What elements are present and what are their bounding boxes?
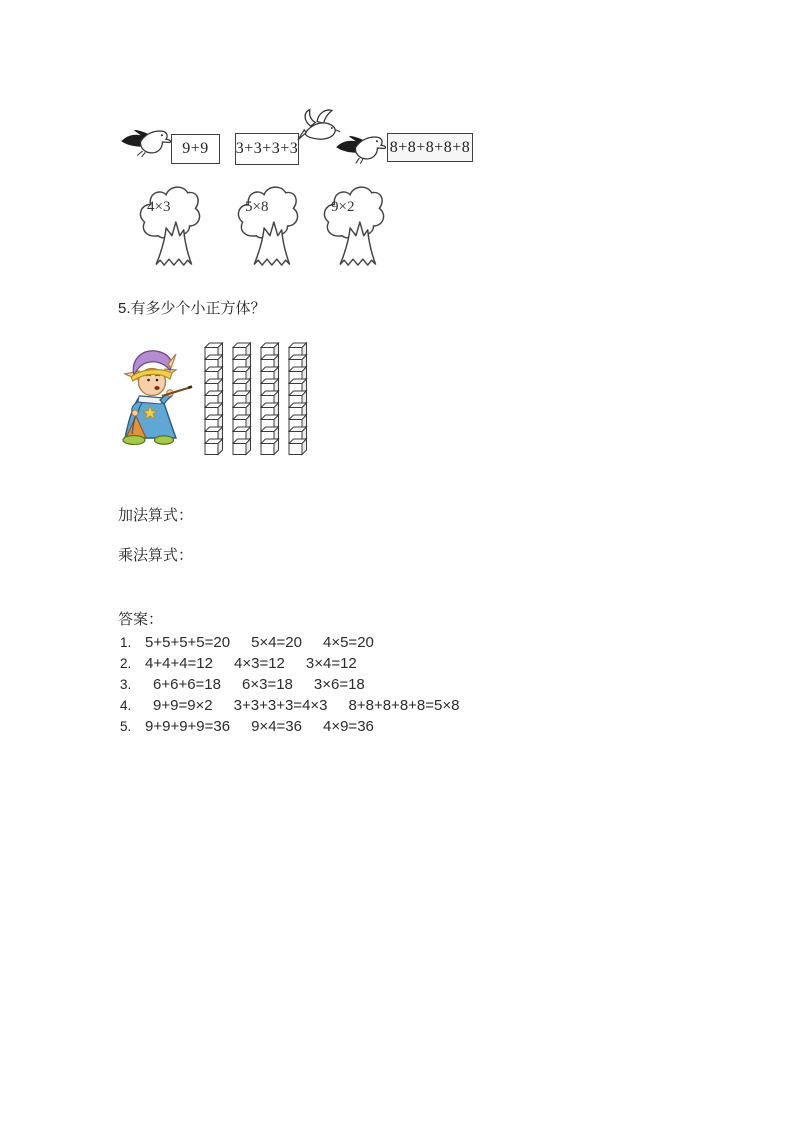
cube-stack <box>288 342 308 456</box>
answer-part: 9+9+9+9=36 <box>145 718 231 735</box>
expression-text: 9+9 <box>182 140 209 157</box>
answer-number: 4. <box>120 698 132 713</box>
answer-number: 5. <box>120 719 132 734</box>
cube-stack <box>232 342 252 456</box>
answer-part: 4×3=12 <box>234 655 285 672</box>
answer-number: 3. <box>120 677 132 692</box>
elf-character-illustration <box>112 346 194 451</box>
answer-part: 3×4=12 <box>305 655 357 672</box>
tree-icon-1 <box>136 181 204 267</box>
answer-part: 6×3=18 <box>242 676 293 693</box>
tree-icon-2 <box>234 181 302 267</box>
tree-expression: 5×8 <box>245 199 269 215</box>
answer-row-2 <box>120 656 459 672</box>
answers-label: 答案： <box>118 611 164 628</box>
tree-expression: 4×3 <box>147 199 171 215</box>
cube-stack <box>260 342 280 456</box>
answer-part: 4×9=36 <box>322 718 374 735</box>
cube-stacks <box>204 342 308 456</box>
answer-row-3 <box>120 677 459 693</box>
answer-part: 9+9=9×2 <box>153 697 213 714</box>
answers-list <box>120 635 459 735</box>
expression-box-1 <box>171 134 220 164</box>
answer-number: 2. <box>120 656 132 671</box>
addition-formula-label: 加法算式： <box>118 507 194 524</box>
expression-box-3 <box>387 133 473 162</box>
multiplication-formula-label: 乘法算式： <box>118 547 194 564</box>
answer-part: 8+8+8+8+8=5×8 <box>348 697 460 714</box>
tree-expression: 9×2 <box>331 199 355 215</box>
answer-number: 1. <box>120 635 132 650</box>
answer-part: 5×4=20 <box>251 634 302 651</box>
answer-part: 4×5=20 <box>322 634 374 651</box>
swallow-bird-icon <box>336 128 390 173</box>
answer-part: 3×6=18 <box>313 676 365 693</box>
answer-row-4 <box>120 698 459 714</box>
answer-part: 6+6+6=18 <box>153 676 221 693</box>
answer-row-5 <box>120 719 459 735</box>
answer-row-1 <box>120 635 459 651</box>
answer-part: 9×4=36 <box>251 718 302 735</box>
cube-stack <box>204 342 224 456</box>
tree-icon-3 <box>320 181 388 267</box>
expression-text: 8+8+8+8+8 <box>389 138 471 156</box>
expression-text: 3+3+3+3 <box>235 140 299 157</box>
answer-part: 3+3+3+3=4×3 <box>233 697 328 714</box>
answer-part: 5+5+5+5=20 <box>145 634 231 651</box>
expression-box-2 <box>235 133 299 165</box>
answer-part: 4+4+4=12 <box>145 655 213 672</box>
question5-title: 5.有多少个小正方体？ <box>118 300 266 317</box>
swallow-bird-icon <box>121 125 175 164</box>
